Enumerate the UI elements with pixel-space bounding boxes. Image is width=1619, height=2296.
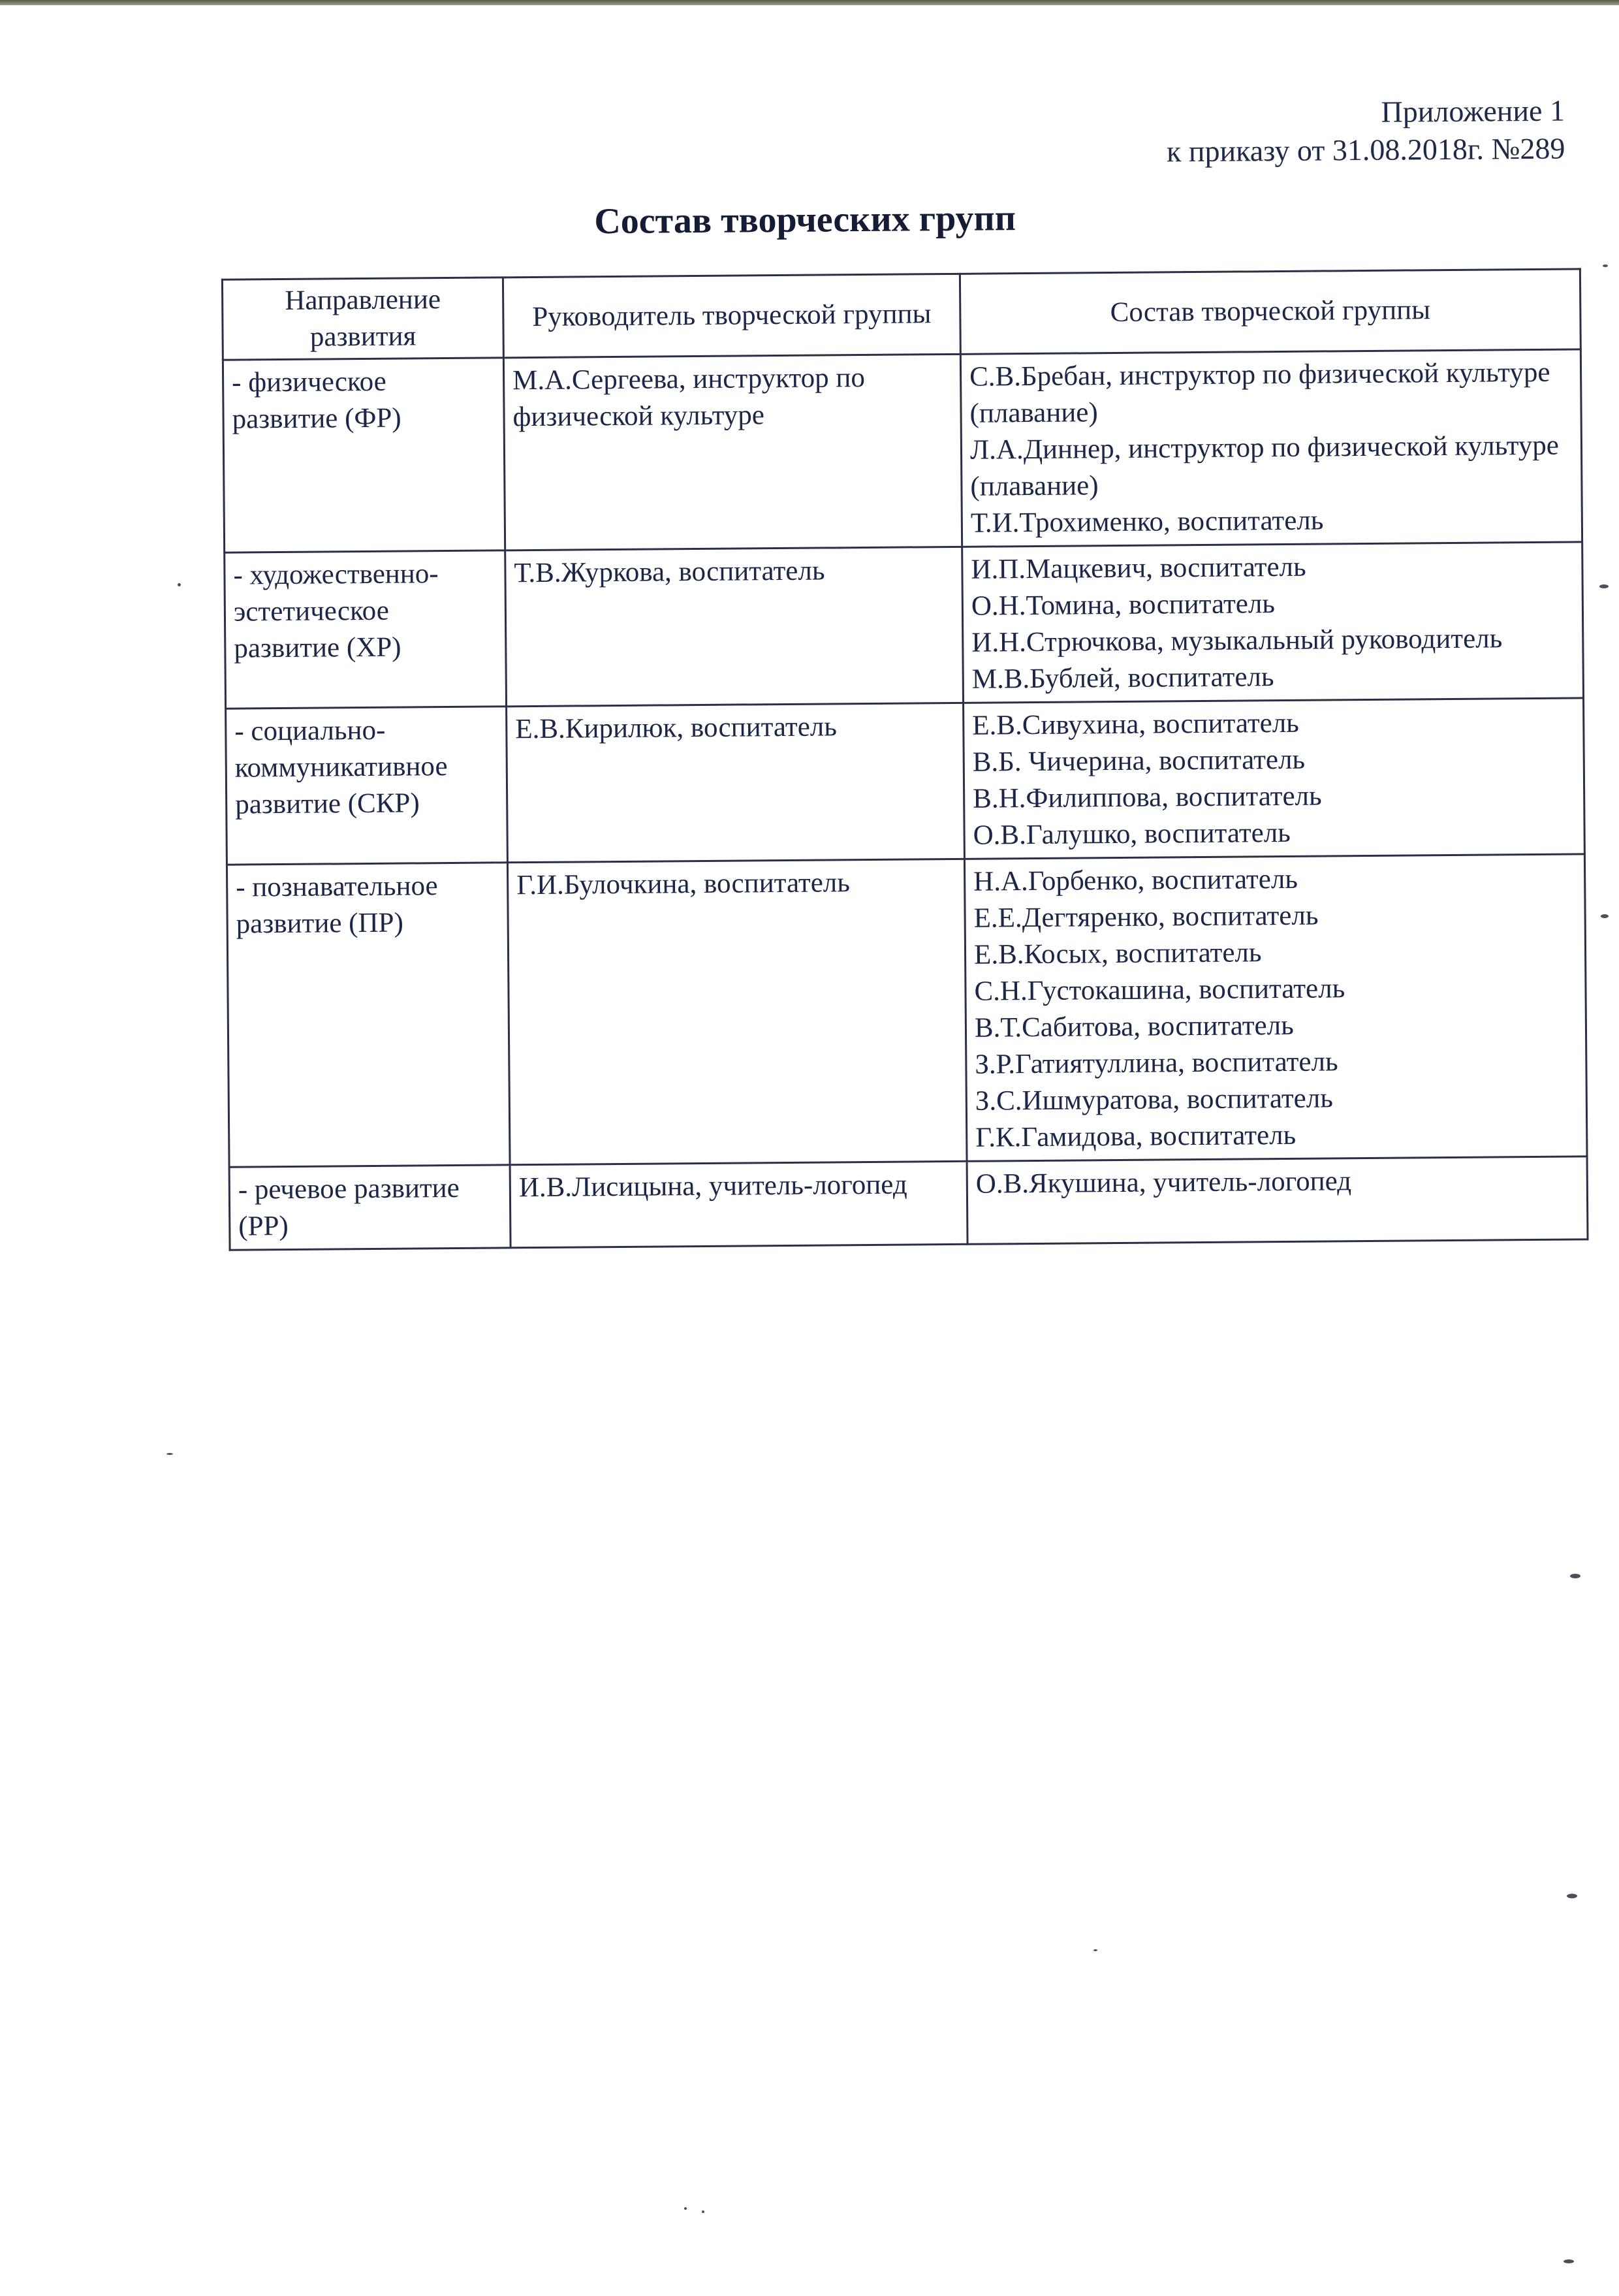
creative-groups-table [221, 268, 1589, 1251]
member-item: И.П.Мацкевич, воспитатель [971, 551, 1306, 585]
leader-cell: Е.В.Кирилюк, воспитатель [507, 703, 965, 862]
scan-speck [1564, 2259, 1574, 2263]
member-item: И.Н.Стрючкова, музыкальный руководитель [971, 623, 1503, 658]
direction-cell: - познавательное развитие (ПР) [227, 863, 510, 1167]
member-item: С.В.Бребан, инструктор по физической культуре (плавание) [969, 357, 1550, 429]
member-item: Н.А.Горбенко, воспитатель [973, 863, 1298, 897]
appendix-line-2: к приказу от 31.08.2018г. №289 [1166, 131, 1565, 168]
table-row [225, 542, 1584, 709]
leader-cell: М.А.Сергеева, инструктор по физической культуре [503, 354, 962, 550]
members-cell [964, 854, 1587, 1161]
members-cell [962, 542, 1584, 703]
member-item: Г.К.Гамидова, воспитатель [975, 1119, 1297, 1153]
table-row [226, 698, 1585, 865]
scan-speck [1601, 914, 1609, 918]
member-item: М.В.Бублей, воспитатель [971, 662, 1274, 695]
members-cell [967, 1156, 1588, 1244]
scan-speck [178, 583, 181, 586]
member-item: В.Н.Филиппова, воспитатель [973, 780, 1322, 814]
scan-speck [1093, 1949, 1097, 1951]
column-header-leader: Руководитель творческой группы [503, 274, 960, 357]
direction-cell: - речевое развитие (РР) [229, 1165, 511, 1250]
column-header-members: Состав творческой группы [960, 269, 1580, 354]
scan-speck [1603, 264, 1608, 267]
member-item: Е.Е.Дегтяренко, воспитатель [973, 900, 1319, 934]
column-header-direction: Направление развития [222, 278, 503, 360]
scan-speck [166, 1453, 173, 1455]
member-item: О.Н.Томина, воспитатель [971, 588, 1276, 622]
table-row [227, 854, 1587, 1167]
member-item: О.В.Якушина, учитель-логопед [975, 1166, 1352, 1200]
members-cell [964, 698, 1585, 859]
direction-cell: - социально-коммуникативное развитие (СКР) [226, 707, 508, 865]
direction-cell: - художественно-эстетическое развитие (ХР) [225, 550, 507, 709]
member-item: Е.В.Косых, воспитатель [973, 937, 1262, 970]
member-item: З.Р.Гатиятуллина, воспитатель [975, 1046, 1338, 1080]
table-row [223, 349, 1582, 552]
member-item: С.Н.Густокашина, воспитатель [974, 973, 1345, 1007]
table-row [229, 1156, 1588, 1250]
scan-speck [1570, 1574, 1580, 1578]
member-item: О.В.Галушко, воспитатель [973, 817, 1291, 851]
member-item: В.Б. Чичерина, воспитатель [972, 744, 1306, 778]
member-item: Т.И.Трохименко, воспитатель [970, 505, 1324, 539]
table-header-row [222, 269, 1580, 360]
scan-speck [684, 2207, 687, 2210]
members-cell [960, 349, 1582, 547]
member-item: З.С.Ишмуратова, воспитатель [975, 1083, 1334, 1117]
member-item: Е.В.Сивухина, воспитатель [972, 707, 1299, 741]
document-title: Состав творческих групп [594, 198, 1016, 242]
leader-cell: Т.В.Журкова, воспитатель [505, 547, 964, 706]
scan-speck [1599, 584, 1609, 588]
leader-cell: И.В.Лисицына, учитель-логопед [510, 1161, 967, 1247]
member-item: Л.А.Диннер, инструктор по физической культуре (плавание) [969, 430, 1560, 502]
leader-cell: Г.И.Булочкина, воспитатель [507, 859, 967, 1164]
appendix-note [1166, 92, 1565, 171]
scan-speck [702, 2210, 704, 2213]
scan-speck [1567, 1894, 1577, 1898]
appendix-line-1: Приложение 1 [1381, 93, 1565, 129]
direction-cell: - физическое развитие (ФР) [223, 358, 505, 552]
member-item: В.Т.Сабитова, воспитатель [974, 1010, 1294, 1044]
